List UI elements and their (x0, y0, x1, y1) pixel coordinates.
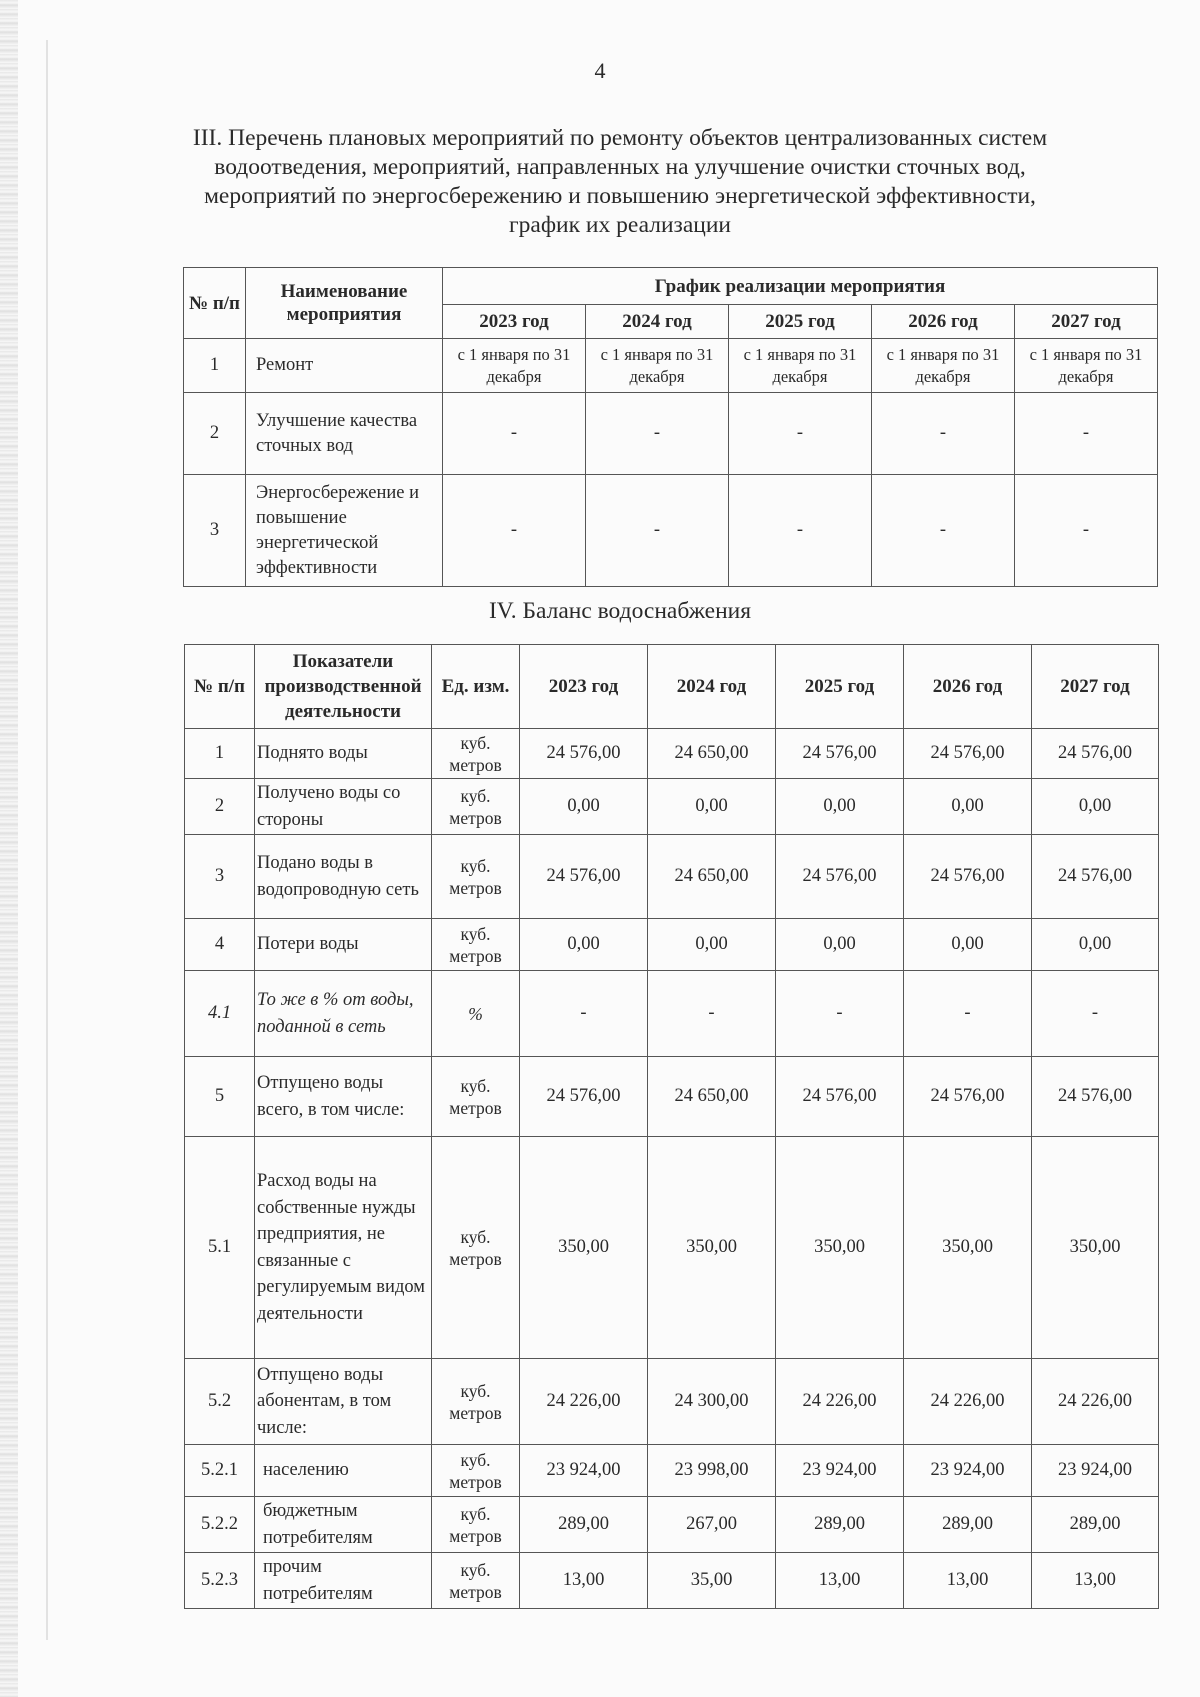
event-name: Ремонт (246, 339, 443, 393)
value-cell: 35,00 (648, 1553, 776, 1609)
schedule-cell: - (872, 393, 1015, 475)
header-year: 2025 год (776, 645, 904, 729)
row-num: 1 (185, 729, 255, 779)
unit-cell: куб. метров (432, 1057, 520, 1137)
table-row (184, 393, 1158, 475)
value-cell: 24 226,00 (1032, 1359, 1159, 1445)
indicator-name: Получено воды со стороны (255, 779, 432, 835)
header-year: 2026 год (872, 305, 1015, 339)
unit-cell: куб. метров (432, 835, 520, 919)
value-cell: 350,00 (904, 1137, 1032, 1359)
row-num: 5 (185, 1057, 255, 1137)
schedule-cell: - (1015, 475, 1158, 587)
value-cell: 350,00 (648, 1137, 776, 1359)
row-num: 5.2.3 (185, 1553, 255, 1609)
value-cell: 24 576,00 (520, 1057, 648, 1137)
schedule-cell: с 1 января по 31 декабря (586, 339, 729, 393)
unit-cell: куб. метров (432, 1137, 520, 1359)
table-row (185, 1137, 1159, 1359)
scan-edge-artifact (0, 0, 18, 1697)
table-row (185, 1553, 1159, 1609)
indicator-name: Подано воды в водопроводную сеть (255, 835, 432, 919)
row-num: 3 (184, 475, 246, 587)
value-cell: 0,00 (520, 919, 648, 971)
value-cell: 0,00 (648, 919, 776, 971)
header-year: 2023 год (520, 645, 648, 729)
value-cell: 24 576,00 (1032, 729, 1159, 779)
schedule-cell: с 1 января по 31 декабря (443, 339, 586, 393)
table-row (185, 1497, 1159, 1553)
value-cell: 23 924,00 (776, 1445, 904, 1497)
value-cell: 0,00 (1032, 919, 1159, 971)
indicator-name: Отпущено воды абонентам, в том числе: (255, 1359, 432, 1445)
table-row (185, 1445, 1159, 1497)
table-row (184, 475, 1158, 587)
row-num: 5.2.2 (185, 1497, 255, 1553)
header-indicator: Показатели производственной деятельности (255, 645, 432, 729)
table-row (185, 779, 1159, 835)
value-cell: 23 924,00 (520, 1445, 648, 1497)
value-cell: 350,00 (520, 1137, 648, 1359)
header-schedule: График реализации мероприятия (443, 268, 1158, 305)
value-cell: 24 576,00 (904, 835, 1032, 919)
value-cell: 24 576,00 (1032, 1057, 1159, 1137)
event-name: Энергосбережение и повышение энергетической эффективности (246, 475, 443, 587)
value-cell: 289,00 (1032, 1497, 1159, 1553)
value-cell: 289,00 (776, 1497, 904, 1553)
value-cell: 24 576,00 (520, 835, 648, 919)
unit-cell: куб. метров (432, 1359, 520, 1445)
value-cell: 24 576,00 (904, 729, 1032, 779)
schedule-cell: - (872, 475, 1015, 587)
value-cell: 24 576,00 (776, 729, 904, 779)
value-cell: 23 998,00 (648, 1445, 776, 1497)
row-num: 4 (185, 919, 255, 971)
value-cell: 24 576,00 (776, 835, 904, 919)
indicator-name: Поднято воды (255, 729, 432, 779)
value-cell: - (648, 971, 776, 1057)
header-year: 2024 год (586, 305, 729, 339)
value-cell: 13,00 (1032, 1553, 1159, 1609)
schedule-cell: - (586, 475, 729, 587)
unit-cell: куб. метров (432, 1445, 520, 1497)
table-row (185, 919, 1159, 971)
page-number: 4 (594, 58, 606, 83)
value-cell: 24 226,00 (904, 1359, 1032, 1445)
row-num: 2 (185, 779, 255, 835)
value-cell: 24 576,00 (776, 1057, 904, 1137)
value-cell: - (1032, 971, 1159, 1057)
header-year: 2027 год (1015, 305, 1158, 339)
schedule-cell: с 1 января по 31 декабря (729, 339, 872, 393)
indicator-name: Потери воды (255, 919, 432, 971)
value-cell: 0,00 (648, 779, 776, 835)
value-cell: 13,00 (776, 1553, 904, 1609)
unit-cell: куб. метров (432, 729, 520, 779)
value-cell: 289,00 (520, 1497, 648, 1553)
schedule-cell: - (586, 393, 729, 475)
unit-cell: куб. метров (432, 779, 520, 835)
schedule-cell: - (1015, 393, 1158, 475)
value-cell: 24 576,00 (1032, 835, 1159, 919)
value-cell: 23 924,00 (904, 1445, 1032, 1497)
header-year: 2025 год (729, 305, 872, 339)
value-cell: 24 650,00 (648, 729, 776, 779)
scan-line-artifact (46, 40, 48, 1640)
indicator-name: населению (255, 1445, 432, 1497)
schedule-cell: с 1 января по 31 декабря (872, 339, 1015, 393)
header-num: № п/п (184, 268, 246, 339)
indicator-name: Расход воды на собственные нужды предприятия, не связанные с регулируемым видом деятельности (255, 1137, 432, 1359)
value-cell: - (520, 971, 648, 1057)
unit-cell: куб. метров (432, 1553, 520, 1609)
table-row (185, 729, 1159, 779)
header-year: 2023 год (443, 305, 586, 339)
indicator-name: бюджетным потребителям (255, 1497, 432, 1553)
value-cell: 24 300,00 (648, 1359, 776, 1445)
indicator-name: прочим потребителям (255, 1553, 432, 1609)
value-cell: 350,00 (1032, 1137, 1159, 1359)
table-row (185, 971, 1159, 1057)
value-cell: 0,00 (904, 779, 1032, 835)
header-year: 2026 год (904, 645, 1032, 729)
unit-cell: куб. метров (432, 1497, 520, 1553)
value-cell: 24 650,00 (648, 835, 776, 919)
value-cell: 13,00 (904, 1553, 1032, 1609)
value-cell: 0,00 (776, 919, 904, 971)
value-cell: 350,00 (776, 1137, 904, 1359)
header-unit: Ед. изм. (432, 645, 520, 729)
indicator-name: То же в % от воды, поданной в сеть (255, 971, 432, 1057)
schedule-cell: - (729, 475, 872, 587)
indicator-name: Отпущено воды всего, в том числе: (255, 1057, 432, 1137)
schedule-cell: - (443, 475, 586, 587)
value-cell: 24 226,00 (520, 1359, 648, 1445)
schedule-cell: с 1 января по 31 декабря (1015, 339, 1158, 393)
unit-cell: % (432, 971, 520, 1057)
header-year: 2024 год (648, 645, 776, 729)
row-num: 1 (184, 339, 246, 393)
table-row (185, 835, 1159, 919)
event-name: Улучшение качества сточных вод (246, 393, 443, 475)
value-cell: 0,00 (776, 779, 904, 835)
value-cell: 24 576,00 (520, 729, 648, 779)
row-num: 3 (185, 835, 255, 919)
row-num: 2 (184, 393, 246, 475)
value-cell: - (904, 971, 1032, 1057)
row-num: 5.2 (185, 1359, 255, 1445)
row-num: 5.1 (185, 1137, 255, 1359)
row-num: 4.1 (185, 971, 255, 1057)
table-row (185, 1359, 1159, 1445)
header-num: № п/п (185, 645, 255, 729)
value-cell: 24 226,00 (776, 1359, 904, 1445)
water-balance-table (184, 644, 1159, 1609)
header-year: 2027 год (1032, 645, 1159, 729)
events-schedule-table (183, 267, 1158, 587)
value-cell: 267,00 (648, 1497, 776, 1553)
table-row (185, 1057, 1159, 1137)
table-row (184, 339, 1158, 393)
row-num: 5.2.1 (185, 1445, 255, 1497)
value-cell: - (776, 971, 904, 1057)
schedule-cell: - (729, 393, 872, 475)
value-cell: 0,00 (520, 779, 648, 835)
header-event-name: Наименование мероприятия (246, 268, 443, 339)
unit-cell: куб. метров (432, 919, 520, 971)
value-cell: 13,00 (520, 1553, 648, 1609)
value-cell: 24 576,00 (904, 1057, 1032, 1137)
value-cell: 289,00 (904, 1497, 1032, 1553)
section-4-title: IV. Баланс водоснабжения (488, 598, 752, 624)
value-cell: 24 650,00 (648, 1057, 776, 1137)
section-3-title: III. Перечень плановых мероприятий по ремонту объектов централизованных систем водоотведения, мероприятий, направленных на улучшение очистки сточных вод, мероприятий по энергосбережению и повышению энергетической эффективности, график их реализации (192, 125, 1048, 238)
value-cell: 0,00 (904, 919, 1032, 971)
value-cell: 0,00 (1032, 779, 1159, 835)
schedule-cell: - (443, 393, 586, 475)
value-cell: 23 924,00 (1032, 1445, 1159, 1497)
